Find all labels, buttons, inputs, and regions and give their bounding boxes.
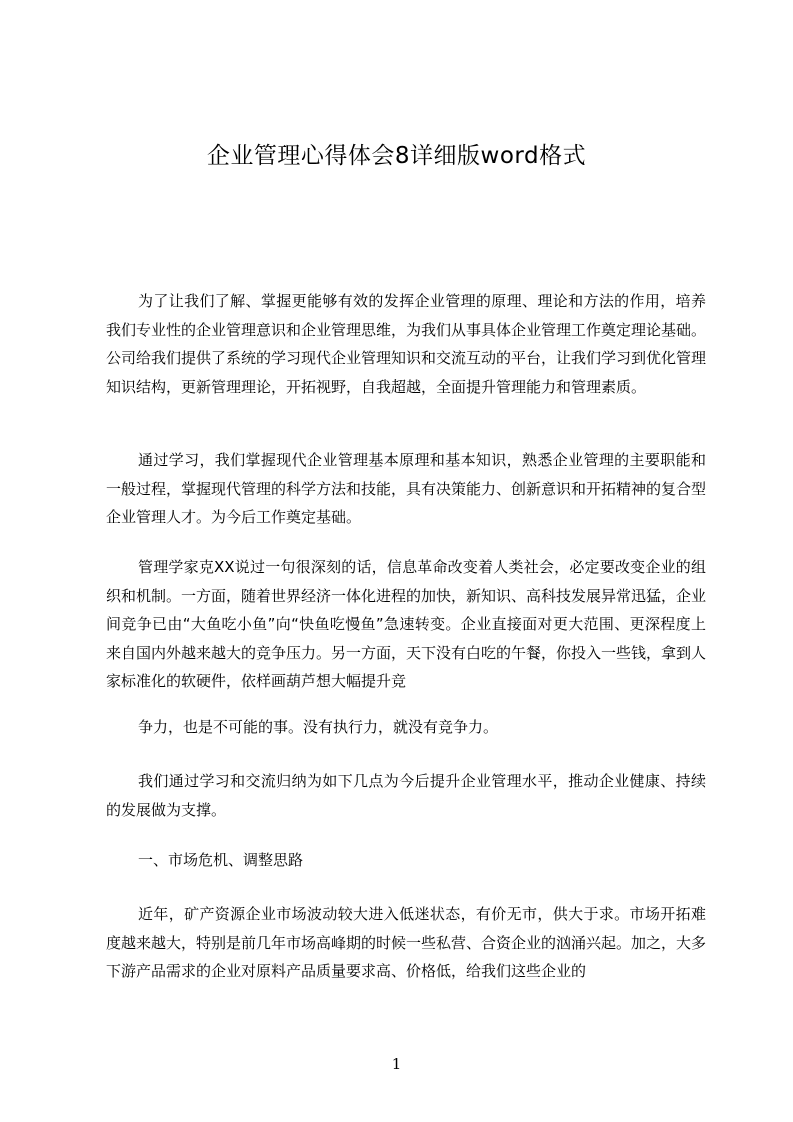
page-number: 1 [391,1055,402,1073]
paragraph-1: 为了让我们了解、掌握更能够有效的发挥企业管理的原理、理论和方法的作用，培养我们专业性的企业管理意识和企业管理思维，为我们从事具体企业管理工作奠定理论基础。公司给我们提供了系统的学习现代企业管理知识和交流互动的平台，让我们学习到优化管理知识结构，更新管理理论，开拓视野，自我超越，全面提升管理能力和管理素质。 [106,292,707,396]
paragraph-6: 近年，矿产资源企业市场波动较大进入低迷状态，有价无市，供大于求。市场开拓难度越来越大，特别是前几年市场高峰期的时候一些私营、合资企业的汹涌兴起。加之，大多下游产品需求的企业对原料产品质量要求高、价格低，给我们这些企业的 [106,905,707,981]
document-title: 企业管理心得体会8详细版word格式 [206,143,587,169]
paragraph-5: 我们通过学习和交流归纳为如下几点为今后提升企业管理水平，推动企业健康、持续的发展做为支撑。 [106,772,706,819]
paragraph-2: 通过学习，我们掌握现代企业管理基本原理和基本知识，熟悉企业管理的主要职能和一般过程，掌握现代管理的科学方法和技能，具有决策能力、创新意识和开拓精神的复合型企业管理人才。为今后工作奠定基础。 [106,451,707,527]
section-heading-1: 一、市场危机、调整思路 [138,851,304,869]
paragraph-4: 争力，也是不可能的事。没有执行力，就没有竞争力。 [138,718,499,736]
paragraph-3: 管理学家克XX说过一句很深刻的话，信息革命改变着人类社会，必定要改变企业的组织和机制。一方面，随着世界经济一体化进程的加快，新知识、高科技发展异常迅猛，企业间竞争已由“大鱼吃小鱼”向“快鱼吃慢鱼”急速转变。企业直接面对更大范围、更深程度上来自国内外越来越大的竞争压力。另一方面，天下没有白吃的午餐，你投入一些钱，拿到人家标准化的软硬件，依样画葫芦想大幅提升竞 [106,558,707,691]
